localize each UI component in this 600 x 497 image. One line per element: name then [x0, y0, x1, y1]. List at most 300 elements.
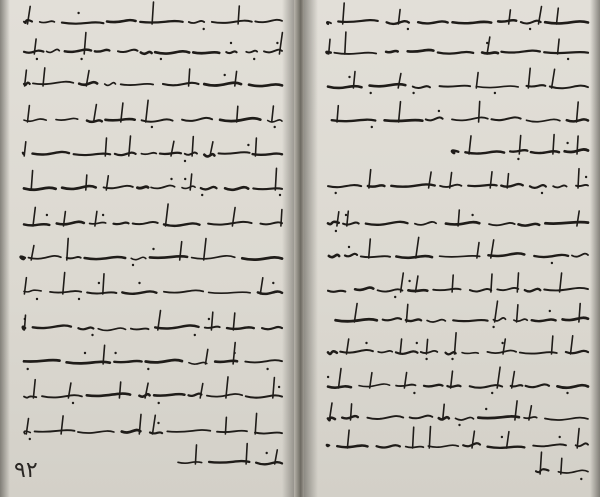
ink-dot [233, 352, 235, 354]
ink-stroke [87, 292, 116, 293]
ink-stroke [31, 171, 32, 190]
ink-dot [184, 178, 186, 180]
ink-stroke [366, 222, 408, 225]
ink-stroke [65, 50, 91, 52]
ink-stroke [415, 222, 436, 225]
ink-stroke [258, 292, 282, 294]
ink-stroke [545, 418, 588, 420]
ink-stroke [447, 385, 460, 386]
ink-stroke [56, 118, 78, 120]
ink-stroke [572, 254, 588, 257]
script-line [327, 3, 588, 30]
ink-stroke [339, 369, 342, 388]
ink-stroke [334, 53, 376, 54]
ink-dot [412, 92, 414, 94]
script-line [327, 427, 588, 449]
ink-dot [184, 160, 186, 162]
script-line [24, 273, 282, 301]
ink-stroke [95, 50, 110, 52]
ink-dot [132, 264, 134, 266]
ink-dot [335, 230, 337, 232]
ink-stroke [501, 51, 540, 53]
ink-stroke [465, 152, 504, 154]
ink-stroke [260, 278, 263, 294]
ink-stroke [122, 430, 141, 432]
script-line [328, 401, 588, 426]
ink-dot [370, 92, 372, 94]
ink-stroke [519, 224, 540, 226]
ink-stroke [255, 433, 282, 434]
ink-stroke [396, 385, 415, 387]
ink-stroke [426, 117, 443, 120]
ink-stroke [367, 416, 403, 419]
ink-stroke [451, 371, 453, 388]
ink-stroke [558, 470, 588, 473]
ink-dot [80, 58, 82, 60]
ink-stroke [98, 328, 125, 330]
ink-dot [279, 194, 281, 196]
ink-stroke [408, 50, 434, 52]
ink-stroke [225, 187, 248, 190]
ink-stroke [67, 238, 68, 260]
ink-dot [158, 402, 160, 404]
ink-stroke [33, 380, 35, 398]
ink-dot [580, 478, 582, 480]
script-line [23, 136, 282, 162]
ink-stroke [86, 175, 87, 190]
ink-stroke [195, 445, 196, 464]
ink-stroke [429, 427, 430, 449]
ink-stroke [146, 360, 182, 362]
ink-dot [203, 28, 205, 30]
ink-stroke [29, 256, 61, 259]
ink-stroke [133, 222, 158, 224]
ink-stroke [571, 336, 573, 354]
ink-stroke [446, 222, 479, 224]
ink-stroke [552, 69, 555, 88]
ink-dot [36, 298, 38, 300]
ink-stroke [468, 185, 497, 186]
ink-stroke [94, 105, 97, 123]
ink-stroke [208, 222, 252, 225]
ink-stroke [498, 20, 516, 22]
script-line [23, 311, 282, 337]
ink-stroke [531, 151, 559, 153]
ink-stroke [146, 100, 148, 122]
ink-stroke [406, 304, 407, 322]
ink-stroke [524, 417, 537, 418]
ink-stroke [237, 106, 238, 122]
ink-stroke [225, 417, 226, 434]
ink-stroke [115, 153, 136, 156]
ink-dot [78, 298, 80, 300]
ink-dot [501, 342, 503, 344]
ink-stroke [557, 385, 588, 388]
script-line [452, 135, 588, 161]
ink-stroke [63, 273, 65, 295]
ink-stroke [533, 444, 566, 446]
ink-stroke [268, 120, 282, 122]
ink-dot [348, 76, 350, 78]
ink-stroke [105, 83, 116, 86]
ink-dot [253, 58, 255, 60]
ink-stroke [166, 204, 169, 226]
script-line [178, 444, 282, 465]
ink-stroke [24, 188, 56, 190]
ink-stroke [328, 351, 337, 354]
ink-stroke [182, 118, 212, 121]
script-line [24, 33, 282, 61]
ink-stroke [201, 187, 217, 189]
ink-dot [365, 342, 367, 344]
ink-dot [274, 126, 276, 128]
script-line [536, 452, 588, 480]
ink-stroke [492, 117, 521, 120]
ink-stroke [359, 384, 390, 387]
ink-dot [170, 178, 172, 180]
ink-stroke [227, 327, 254, 329]
ink-stroke [557, 8, 559, 24]
ink-stroke [104, 186, 133, 188]
ink-stroke [370, 84, 406, 86]
ink-dot [272, 282, 274, 284]
ink-stroke [328, 291, 345, 292]
ink-stroke [399, 102, 401, 122]
ink-stroke [345, 254, 357, 256]
ink-dot [224, 74, 226, 76]
ink-dot [27, 368, 29, 370]
ink-stroke [118, 50, 138, 52]
ink-stroke [163, 83, 199, 86]
ink-stroke [67, 257, 81, 258]
ink-stroke [525, 289, 541, 292]
ink-stroke [24, 224, 49, 225]
ink-stroke [272, 106, 274, 122]
ink-stroke [347, 430, 349, 448]
ink-stroke [50, 291, 81, 293]
ink-stroke [33, 207, 35, 226]
page-number: ٩٢ [14, 458, 38, 483]
ink-dot [102, 214, 104, 216]
ink-stroke [386, 51, 398, 52]
ink-stroke [150, 256, 187, 258]
ink-dot [486, 42, 488, 44]
ink-stroke [206, 349, 208, 364]
ink-dot [501, 436, 503, 438]
ink-dot [567, 58, 569, 60]
ink-dot [517, 158, 519, 160]
ink-stroke [262, 327, 282, 329]
ink-dot [413, 392, 415, 394]
ink-stroke [192, 256, 235, 259]
ink-stroke [155, 326, 198, 329]
ink-stroke [369, 239, 371, 258]
ink-stroke [141, 52, 152, 54]
ink-stroke [495, 301, 498, 322]
ink-stroke [246, 51, 257, 53]
ink-stroke [209, 292, 251, 293]
ink-stroke [507, 432, 509, 448]
ink-stroke [336, 319, 377, 321]
ink-dot [566, 142, 568, 144]
right-page [304, 0, 600, 497]
ink-stroke [233, 313, 235, 330]
ink-dot [549, 310, 551, 312]
ink-stroke [428, 445, 458, 447]
ink-stroke [377, 445, 400, 447]
ink-stroke [207, 394, 242, 397]
script-line [24, 100, 282, 128]
ink-dot [276, 42, 278, 44]
ink-stroke [396, 256, 432, 258]
ink-dot [46, 214, 48, 216]
ink-dot [208, 318, 210, 320]
ink-dot [471, 214, 473, 216]
ink-stroke [164, 290, 203, 292]
ink-dot [36, 58, 38, 60]
ink-dot [160, 58, 162, 60]
ink-stroke [424, 385, 443, 387]
ink-dot [152, 248, 154, 250]
ink-stroke [246, 444, 247, 464]
ink-stroke [343, 223, 359, 225]
script-line [24, 343, 282, 371]
ink-stroke [155, 51, 189, 53]
ink-stroke [544, 288, 588, 291]
left-page [0, 0, 296, 497]
ink-stroke [189, 21, 204, 23]
script-line [328, 333, 588, 360]
script-line [328, 210, 588, 232]
ink-stroke [406, 446, 424, 447]
ink-stroke [452, 117, 488, 120]
ink-stroke [440, 86, 471, 87]
ink-stroke [479, 101, 480, 122]
ink-stroke [42, 395, 82, 397]
ink-dot [566, 392, 568, 394]
ink-stroke [204, 239, 206, 260]
ink-dot [266, 368, 268, 370]
ink-stroke [164, 223, 200, 225]
ink-stroke [253, 154, 282, 155]
ink-stroke [193, 52, 219, 53]
ink-stroke [281, 210, 282, 227]
ink-stroke [337, 446, 367, 448]
ink-stroke [497, 288, 518, 290]
ink-stroke [553, 185, 566, 187]
ink-stroke [40, 21, 55, 23]
ink-stroke [185, 152, 197, 154]
ink-dot [157, 422, 159, 424]
script-line [329, 237, 588, 264]
ink-stroke [131, 257, 146, 259]
ink-dot [114, 352, 116, 354]
ink-dot [541, 192, 543, 194]
ink-stroke [87, 394, 130, 396]
ink-stroke [62, 186, 96, 189]
ink-dot [194, 334, 196, 336]
ink-stroke [469, 136, 471, 154]
ink-stroke [433, 289, 460, 291]
ink-stroke [209, 461, 249, 463]
ink-stroke [534, 255, 568, 257]
ink-stroke [327, 22, 331, 24]
ink-stroke [189, 362, 207, 364]
ink-stroke [190, 174, 192, 190]
ink-stroke [141, 153, 156, 155]
ink-stroke [107, 20, 136, 22]
ink-dot [559, 436, 561, 438]
ink-stroke [544, 52, 588, 53]
ink-stroke [103, 274, 104, 294]
right-page-text-lines [304, 0, 600, 497]
ink-stroke [255, 138, 256, 156]
ink-stroke [24, 315, 25, 330]
ink-stroke [476, 73, 478, 88]
ink-dot [327, 376, 329, 378]
ink-stroke [260, 222, 282, 224]
ink-stroke [487, 37, 490, 54]
ink-stroke [566, 351, 588, 353]
ink-stroke [119, 382, 120, 398]
ink-dot [77, 12, 79, 14]
ink-stroke [28, 106, 30, 123]
script-line [328, 273, 588, 298]
ink-dot [72, 402, 74, 404]
ink-dot [529, 28, 531, 30]
ink-stroke [200, 384, 203, 399]
ink-stroke [398, 74, 401, 89]
ink-dot [416, 342, 418, 344]
ink-stroke [332, 120, 376, 122]
ink-stroke [489, 223, 515, 225]
ink-stroke [328, 386, 351, 387]
script-line [21, 238, 282, 266]
ink-stroke [114, 223, 129, 225]
ink-dot [91, 334, 93, 336]
ink-dot [138, 282, 140, 284]
ink-stroke [368, 185, 385, 186]
ink-stroke [189, 394, 202, 396]
ink-stroke [396, 351, 418, 353]
ink-stroke [35, 430, 75, 432]
ink-stroke [408, 290, 427, 291]
ink-stroke [561, 458, 562, 474]
ink-dot [485, 408, 487, 410]
script-line [336, 301, 588, 328]
ink-dot [492, 326, 494, 328]
ink-stroke [361, 256, 390, 257]
ink-stroke [476, 86, 518, 88]
script-line [327, 367, 588, 394]
ink-stroke [527, 119, 560, 121]
ink-stroke [354, 304, 357, 323]
ink-dot [335, 192, 337, 194]
ink-stroke [275, 168, 276, 190]
ink-dot [247, 144, 249, 146]
ink-stroke [416, 237, 419, 258]
ink-stroke [521, 21, 541, 24]
ink-stroke [462, 353, 478, 354]
ink-stroke [242, 257, 282, 259]
ink-stroke [140, 21, 183, 23]
ink-dot [494, 92, 496, 94]
ink-stroke [550, 86, 588, 89]
ink-dot [551, 262, 553, 264]
ink-stroke [246, 395, 282, 397]
ink-stroke [410, 416, 433, 419]
ink-stroke [577, 211, 579, 226]
ink-stroke [563, 318, 588, 320]
ink-dot [438, 110, 440, 112]
ink-stroke [219, 152, 250, 154]
ink-stroke [337, 106, 338, 122]
ink-stroke [455, 333, 457, 354]
ink-stroke [478, 416, 519, 418]
ink-stroke [226, 51, 236, 53]
script-line [328, 169, 588, 195]
ink-stroke [526, 384, 549, 387]
ink-stroke [453, 22, 492, 23]
ink-dot [147, 368, 149, 370]
ink-stroke [33, 82, 73, 84]
ink-dot [407, 28, 409, 30]
ink-stroke [79, 82, 97, 85]
ink-stroke [329, 255, 339, 257]
ink-stroke [255, 20, 282, 22]
ink-stroke [509, 10, 511, 24]
ink-stroke [351, 404, 352, 420]
ink-stroke [90, 222, 106, 224]
ink-stroke [488, 253, 524, 256]
ink-stroke [139, 394, 149, 397]
ink-stroke [328, 185, 361, 187]
ink-stroke [57, 222, 84, 225]
ink-stroke [577, 102, 579, 122]
ink-stroke [121, 84, 153, 85]
ink-dot [585, 176, 587, 178]
ink-stroke [453, 320, 487, 321]
ink-stroke [413, 427, 414, 448]
ink-stroke [491, 274, 492, 292]
ink-stroke [137, 187, 148, 189]
ink-dot [491, 392, 493, 394]
ink-stroke [400, 339, 402, 354]
ink-stroke [328, 86, 362, 88]
ink-stroke [189, 69, 190, 86]
ink-stroke [338, 20, 378, 22]
ink-dot [425, 358, 427, 360]
ink-stroke [517, 305, 518, 322]
ink-dot [29, 438, 31, 440]
ink-stroke [421, 351, 438, 353]
ink-stroke [427, 320, 445, 322]
script-line [24, 2, 282, 30]
ink-stroke [378, 289, 403, 291]
ink-dot [201, 194, 203, 196]
ink-dot [394, 296, 396, 298]
ink-stroke [577, 136, 578, 154]
ink-stroke [413, 86, 430, 88]
script-line [332, 101, 588, 128]
ink-stroke [151, 186, 175, 189]
script-line [24, 413, 282, 440]
ink-stroke [24, 290, 41, 292]
ink-dot [345, 214, 347, 216]
ink-dot [408, 280, 410, 282]
ink-stroke [530, 185, 546, 188]
ink-stroke [440, 256, 480, 257]
